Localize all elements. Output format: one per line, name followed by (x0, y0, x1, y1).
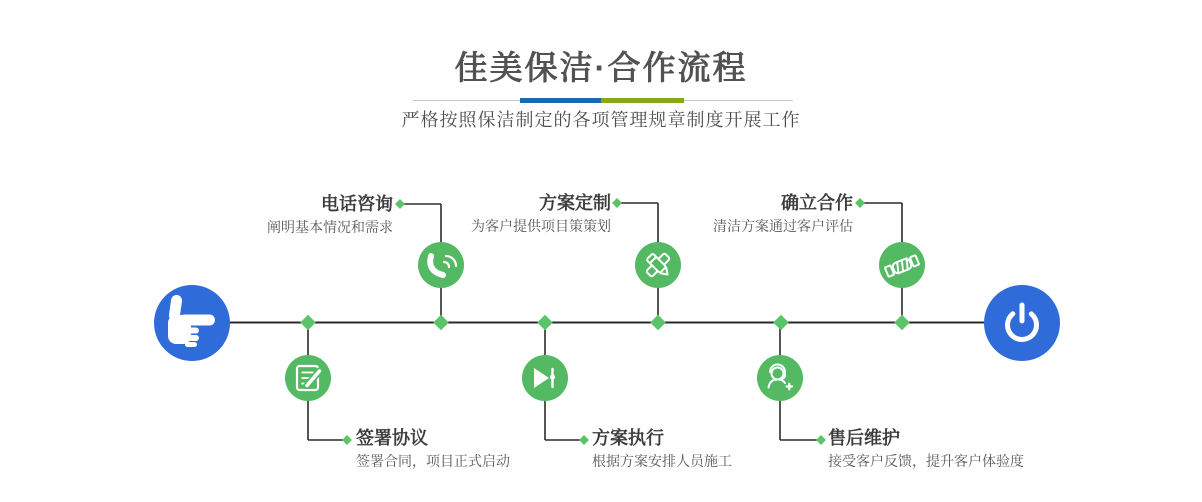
step-plan-execution (592, 428, 732, 469)
end-node (984, 285, 1060, 361)
step-node-contract (285, 355, 331, 401)
step-description: 清洁方案通过客户评估 (713, 218, 853, 234)
step-plan-customization (471, 193, 611, 234)
step-description: 阐明基本情况和需求 (267, 219, 393, 235)
step-description: 签署合同，项目正式启动 (356, 453, 510, 469)
step-sign-agreement (356, 428, 510, 469)
step-title: 签署协议 (356, 428, 428, 448)
step-title: 确立合作 (781, 193, 853, 213)
start-node (154, 285, 230, 361)
step-node-phone (418, 242, 464, 288)
step-description: 为客户提供项目策策划 (471, 218, 611, 234)
step-title: 售后维护 (828, 428, 900, 448)
page-title: 佳美保洁·合作流程 (454, 49, 748, 86)
step-title: 方案定制 (539, 193, 611, 213)
step-description: 根据方案安排人员施工 (592, 453, 732, 469)
step-node-execution (522, 355, 568, 401)
timeline-connectors (230, 203, 984, 440)
page-subtitle: 严格按照保洁制定的各项管理规章制度开展工作 (401, 110, 801, 130)
step-phone-consult (267, 194, 393, 235)
step-title: 方案执行 (592, 428, 664, 448)
step-node-aftersales (757, 355, 803, 401)
step-node-plan (635, 242, 681, 288)
step-description: 接受客户反馈，提升客户体验度 (828, 453, 1024, 469)
step-establish-cooperation (713, 193, 853, 234)
step-node-cooperation (879, 242, 925, 288)
step-aftersales-maintenance (828, 428, 1024, 469)
step-title: 电话咨询 (321, 194, 393, 214)
